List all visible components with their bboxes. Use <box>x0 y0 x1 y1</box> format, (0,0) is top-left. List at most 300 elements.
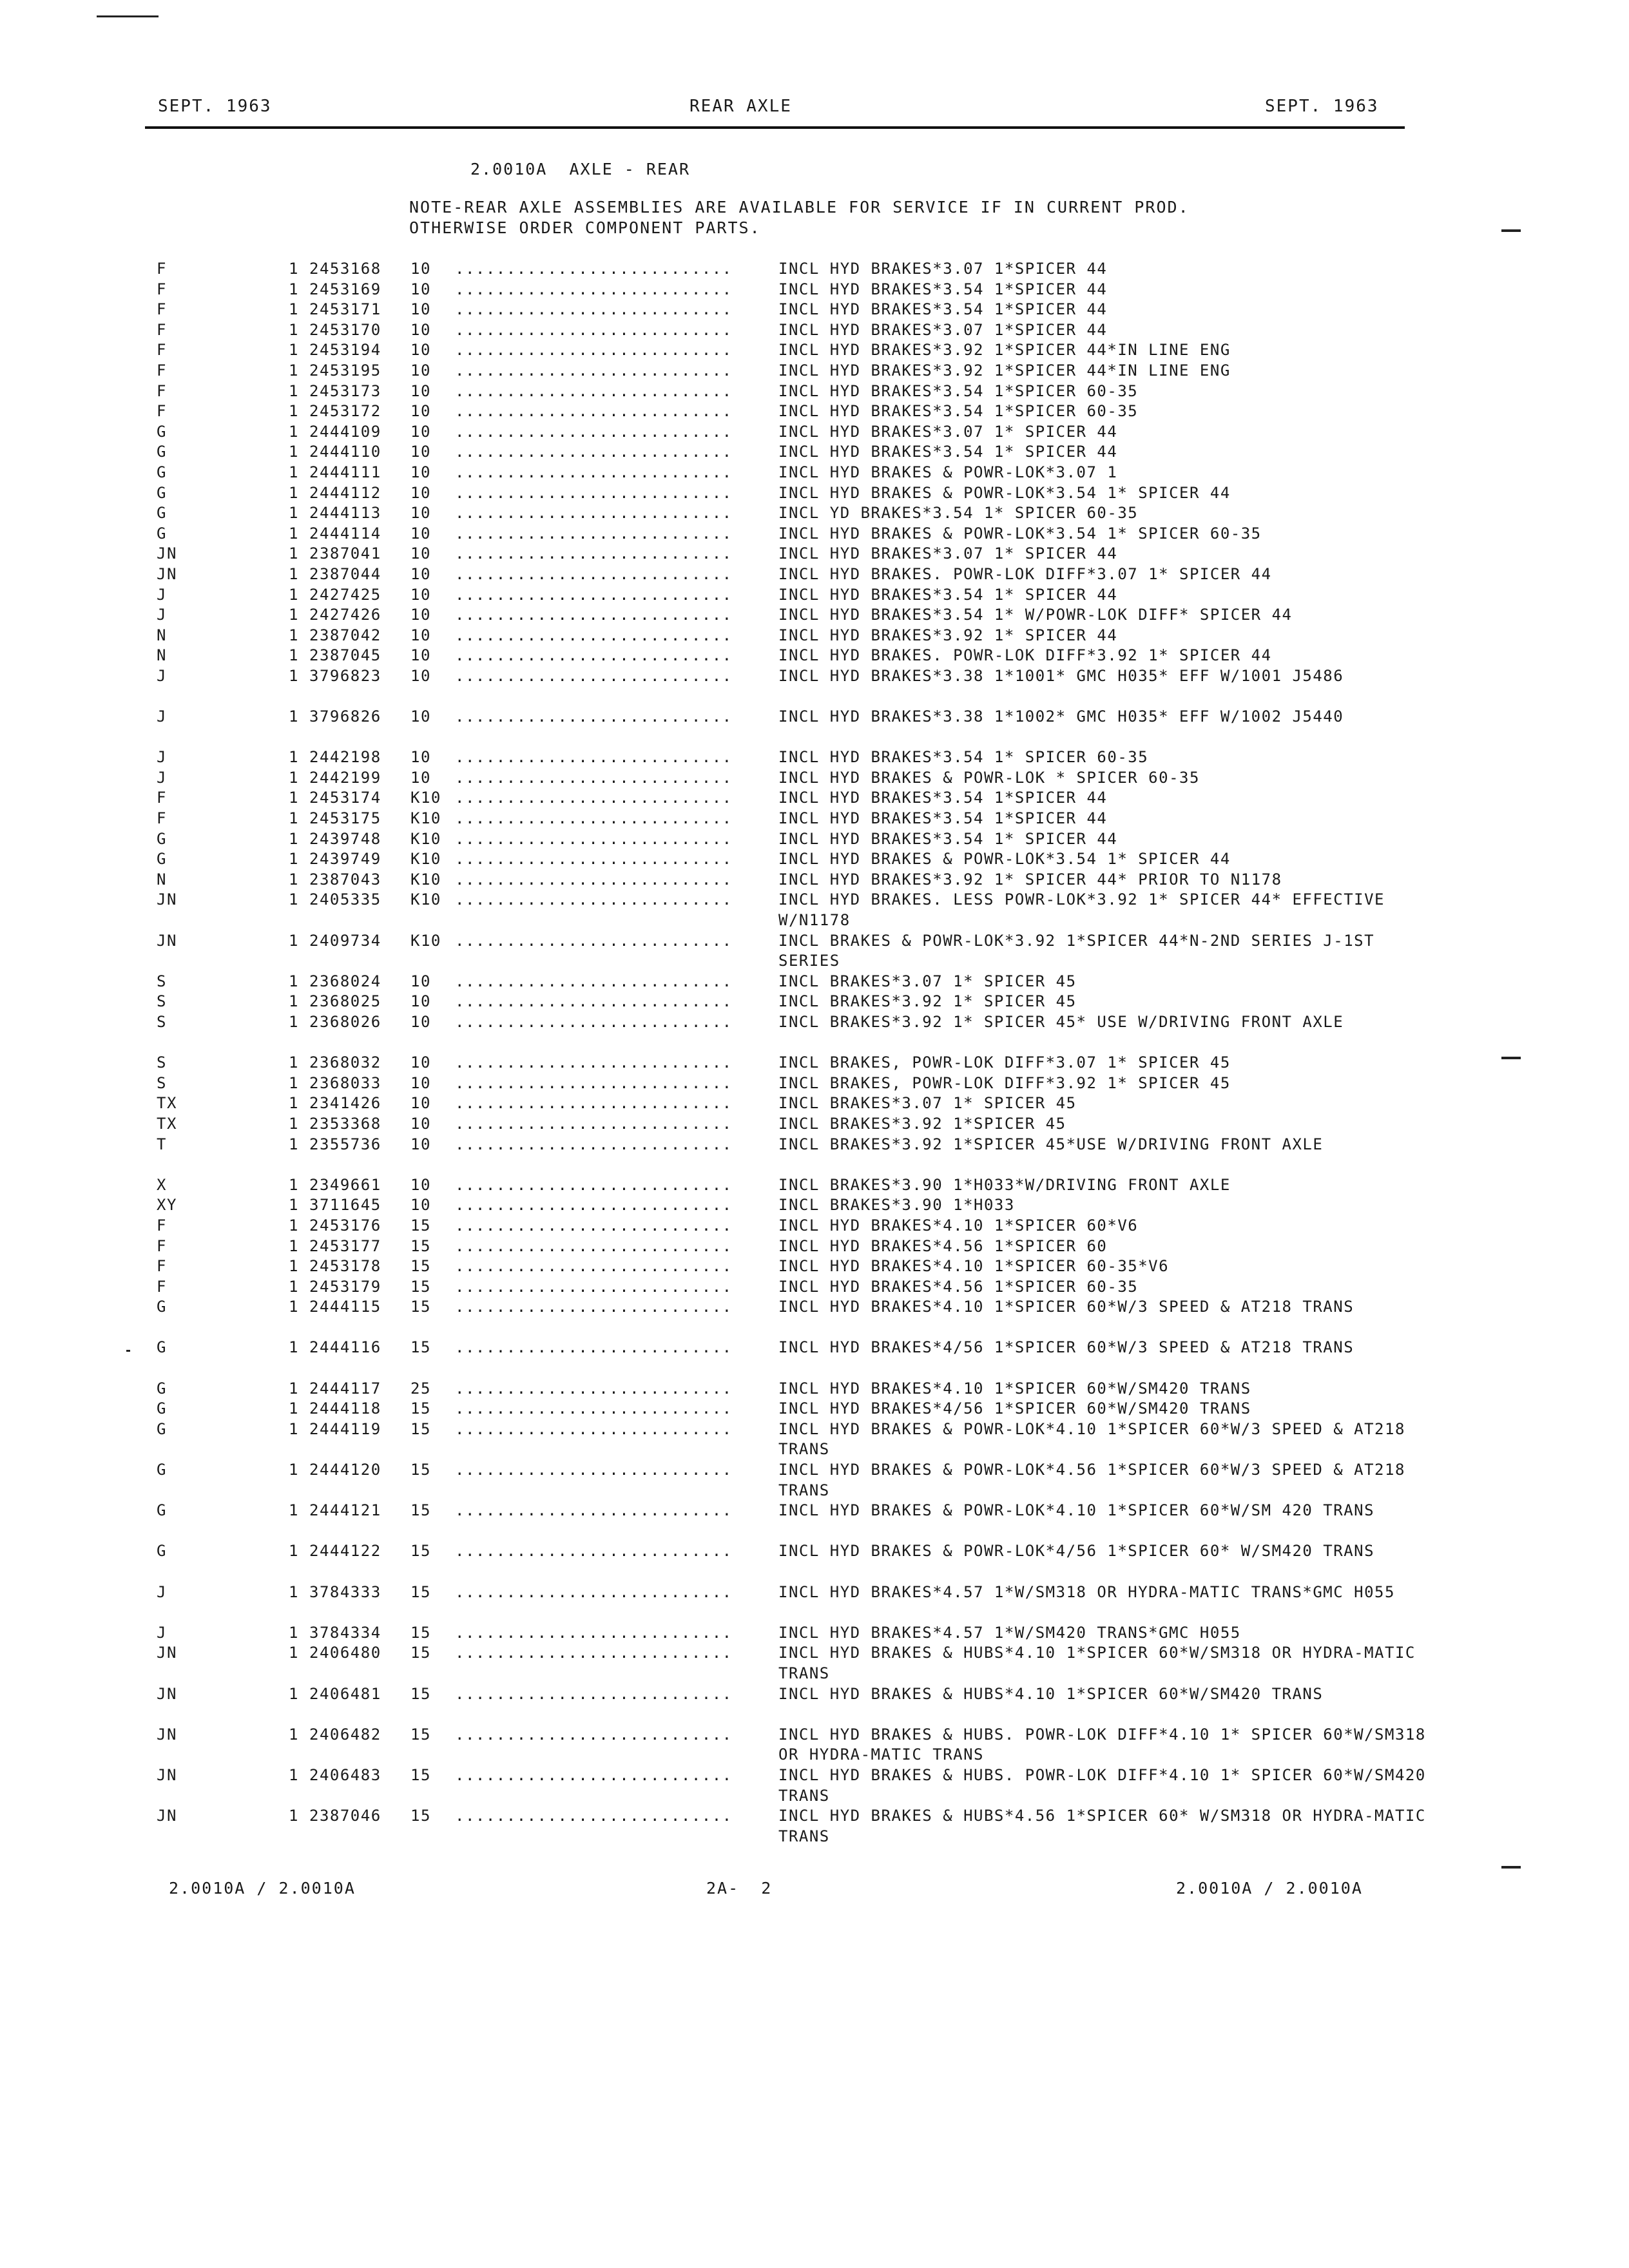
model-code: G <box>157 504 167 523</box>
part-number: 2453173 <box>309 381 381 400</box>
model-code: F <box>157 361 167 380</box>
part-number: 2341426 <box>309 1094 381 1113</box>
group-number: 10 <box>410 626 431 644</box>
table-row <box>0 829 1629 850</box>
group-number: K10 <box>410 789 441 807</box>
table-row <box>0 340 1629 361</box>
description: INCL HYD BRAKES. POWR-LOK DIFF*3.92 1* SPICER 44 <box>778 646 1272 665</box>
table-row <box>0 564 1629 585</box>
section-title: 2.0010A AXLE - REAR <box>470 160 691 178</box>
group-number: 10 <box>410 524 431 543</box>
leader-dots: ........................... <box>455 1582 733 1601</box>
description: INCL HYD BRAKES*3.54 1* SPICER 60-35 <box>778 748 1149 767</box>
table-row <box>0 1460 1629 1501</box>
group-number: 10 <box>410 768 431 787</box>
part-number: 3796826 <box>309 707 381 726</box>
part-number: 2439748 <box>309 829 381 848</box>
model-code: X <box>157 1175 167 1194</box>
quantity: 1 <box>289 402 299 421</box>
leader-dots: ........................... <box>455 768 733 787</box>
model-code: F <box>157 809 167 828</box>
description: INCL BRAKES*3.90 1*H033 <box>778 1196 1015 1215</box>
quantity: 1 <box>289 320 299 339</box>
description: INCL HYD BRAKES*3.54 1*SPICER 60-35 <box>778 381 1139 400</box>
quantity: 1 <box>289 1623 299 1642</box>
quantity: 1 <box>289 1073 299 1092</box>
note-line: NOTE-REAR AXLE ASSEMBLIES ARE AVAILABLE FOR SERVICE IF IN CURRENT PROD. <box>409 198 1190 216</box>
table-row <box>0 809 1629 829</box>
description: INCL BRAKES*3.92 1*SPICER 45*USE W/DRIVING FRONT AXLE <box>778 1135 1324 1153</box>
model-code: G <box>157 1338 167 1357</box>
leader-dots: ........................... <box>455 564 733 583</box>
parts-list <box>0 259 1629 1847</box>
leader-dots: ........................... <box>455 1073 733 1092</box>
description: INCL BRAKES*3.92 1* SPICER 45 <box>778 992 1077 1011</box>
quantity: 1 <box>289 504 299 523</box>
group-number: 10 <box>410 381 431 400</box>
part-number: 2453171 <box>309 300 381 319</box>
description: INCL HYD BRAKES*3.54 1*SPICER 60-35 <box>778 402 1139 421</box>
leader-dots: ........................... <box>455 1175 733 1194</box>
table-row <box>0 463 1629 483</box>
table-row <box>0 544 1629 564</box>
part-number: 2406482 <box>309 1725 381 1744</box>
leader-dots: ........................... <box>455 890 733 909</box>
model-code: J <box>157 707 167 726</box>
leader-dots: ........................... <box>455 748 733 767</box>
part-number: 3796823 <box>309 666 381 685</box>
quantity: 1 <box>289 280 299 298</box>
leader-dots: ........................... <box>455 1807 733 1825</box>
leader-dots: ........................... <box>455 789 733 807</box>
table-row <box>0 707 1629 747</box>
model-code: F <box>157 381 167 400</box>
part-number: 2444119 <box>309 1419 381 1438</box>
description: INCL HYD BRAKES*4.10 1*SPICER 60-35*V6 <box>778 1257 1170 1276</box>
service-note <box>409 197 1190 238</box>
model-code: G <box>157 443 167 461</box>
leader-dots: ........................... <box>455 1419 733 1438</box>
table-row <box>0 1277 1629 1298</box>
description: INCL HYD BRAKES*3.54 1* SPICER 44 <box>778 585 1118 604</box>
quantity: 1 <box>289 300 299 319</box>
leader-dots: ........................... <box>455 707 733 726</box>
group-number: 15 <box>410 1542 431 1561</box>
leader-dots: ........................... <box>455 422 733 441</box>
group-number: 15 <box>410 1582 431 1601</box>
part-number: 2405335 <box>309 890 381 909</box>
quantity: 1 <box>289 1684 299 1703</box>
description: INCL HYD BRAKES*3.07 1*SPICER 44 <box>778 320 1108 339</box>
note-line: OTHERWISE ORDER COMPONENT PARTS. <box>409 218 761 237</box>
quantity: 1 <box>289 972 299 990</box>
part-number: 2387042 <box>309 626 381 644</box>
table-row <box>0 300 1629 320</box>
description: INCL HYD BRAKES*3.92 1*SPICER 44*IN LINE ENG <box>778 361 1231 380</box>
part-number: 2368032 <box>309 1053 381 1072</box>
part-number: 2444111 <box>309 463 381 481</box>
description: INCL HYD BRAKES & HUBS. POWR-LOK DIFF*4.10 1* SPICER 60*W/SM318 OR HYDRA-MATIC TRANS <box>778 1725 1426 1764</box>
leader-dots: ........................... <box>455 443 733 461</box>
table-row <box>0 747 1629 768</box>
group-number: 10 <box>410 585 431 604</box>
header-rule <box>145 126 1405 129</box>
part-number: 2355736 <box>309 1135 381 1153</box>
leader-dots: ........................... <box>455 1623 733 1642</box>
description: INCL BRAKES*3.07 1* SPICER 45 <box>778 972 1077 990</box>
table-row <box>0 605 1629 626</box>
leader-dots: ........................... <box>455 1725 733 1744</box>
model-code: JN <box>157 1807 177 1825</box>
leader-dots: ........................... <box>455 1298 733 1316</box>
description: INCL HYD BRAKES*3.92 1*SPICER 44*IN LINE ENG <box>778 341 1231 360</box>
leader-dots: ........................... <box>455 850 733 869</box>
model-code: N <box>157 646 167 665</box>
leader-dots: ........................... <box>455 463 733 481</box>
model-code: S <box>157 1012 167 1031</box>
group-number: 15 <box>410 1765 431 1784</box>
quantity: 1 <box>289 1257 299 1276</box>
table-row <box>0 1419 1629 1460</box>
description: INCL BRAKES*3.07 1* SPICER 45 <box>778 1094 1077 1113</box>
model-code: G <box>157 422 167 441</box>
description: INCL HYD BRAKES*4.10 1*SPICER 60*V6 <box>778 1216 1139 1235</box>
leader-dots: ........................... <box>455 1094 733 1113</box>
description: INCL HYD BRAKES*4.57 1*W/SM420 TRANS*GMC H055 <box>778 1623 1241 1642</box>
quantity: 1 <box>289 646 299 665</box>
table-row <box>0 972 1629 992</box>
model-code: F <box>157 300 167 319</box>
part-number: 2453175 <box>309 809 381 828</box>
model-code: G <box>157 1298 167 1316</box>
scan-mark-right-3 <box>1501 1866 1521 1869</box>
quantity: 1 <box>289 483 299 502</box>
leader-dots: ........................... <box>455 361 733 380</box>
part-number: 2427425 <box>309 585 381 604</box>
table-row <box>0 788 1629 809</box>
description: INCL HYD BRAKES & HUBS*4.56 1*SPICER 60* W/SM318 OR HYDRA-MATIC TRANS <box>778 1807 1426 1845</box>
part-number: 2387045 <box>309 646 381 665</box>
description: INCL HYD BRAKES & POWR-LOK*4.10 1*SPICER 60*W/3 SPEED & AT218 TRANS <box>778 1419 1405 1459</box>
part-number: 2439749 <box>309 850 381 869</box>
description: INCL HYD BRAKES*3.38 1*1002* GMC H035* EFF W/1002 J5440 <box>778 707 1344 726</box>
part-number: 2453194 <box>309 341 381 360</box>
model-code: G <box>157 829 167 848</box>
table-row <box>0 646 1629 666</box>
group-number: 10 <box>410 402 431 421</box>
group-number: 15 <box>410 1298 431 1316</box>
description: INCL HYD BRAKES*3.54 1*SPICER 44 <box>778 280 1108 298</box>
table-row <box>0 1765 1629 1806</box>
table-row <box>0 259 1629 280</box>
leader-dots: ........................... <box>455 1461 733 1479</box>
model-code: G <box>157 1379 167 1398</box>
description: INCL HYD BRAKES*4.10 1*SPICER 60*W/SM420 TRANS <box>778 1379 1251 1398</box>
table-row <box>0 442 1629 463</box>
leader-dots: ........................... <box>455 1216 733 1235</box>
part-number: 2368025 <box>309 992 381 1011</box>
group-number: 10 <box>410 1114 431 1133</box>
table-row <box>0 1114 1629 1135</box>
group-number: 10 <box>410 1196 431 1215</box>
header-right: SEPT. 1963 <box>1265 97 1379 116</box>
model-code: F <box>157 789 167 807</box>
group-number: 15 <box>410 1461 431 1479</box>
group-number: K10 <box>410 870 441 889</box>
group-number: 10 <box>410 443 431 461</box>
group-number: 10 <box>410 361 431 380</box>
table-row <box>0 361 1629 381</box>
table-row <box>0 1093 1629 1114</box>
part-number: 2444120 <box>309 1461 381 1479</box>
table-row <box>0 1623 1629 1644</box>
leader-dots: ........................... <box>455 1135 733 1153</box>
group-number: 10 <box>410 483 431 502</box>
leader-dots: ........................... <box>455 809 733 828</box>
description: INCL BRAKES, POWR-LOK DIFF*3.07 1* SPICER 45 <box>778 1053 1231 1072</box>
model-code: J <box>157 768 167 787</box>
quantity: 1 <box>289 1338 299 1357</box>
group-number: 15 <box>410 1419 431 1438</box>
quantity: 1 <box>289 381 299 400</box>
table-row <box>0 931 1629 972</box>
group-number: 15 <box>410 1725 431 1744</box>
leader-dots: ........................... <box>455 280 733 298</box>
part-number: 2387046 <box>309 1807 381 1825</box>
table-row <box>0 585 1629 606</box>
group-number: 10 <box>410 544 431 563</box>
footer-left: 2.0010A / 2.0010A <box>169 1879 356 1898</box>
quantity: 1 <box>289 1582 299 1601</box>
leader-dots: ........................... <box>455 1196 733 1215</box>
table-row <box>0 1073 1629 1094</box>
description: INCL HYD BRAKES & POWR-LOK*3.54 1* SPICER 44 <box>778 483 1231 502</box>
leader-dots: ........................... <box>455 1236 733 1255</box>
model-code: G <box>157 850 167 869</box>
table-row <box>0 1684 1629 1725</box>
leader-dots: ........................... <box>455 870 733 889</box>
leader-dots: ........................... <box>455 544 733 563</box>
leader-dots: ........................... <box>455 483 733 502</box>
description: INCL YD BRAKES*3.54 1* SPICER 60-35 <box>778 504 1139 523</box>
table-row <box>0 1053 1629 1073</box>
part-number: 2453174 <box>309 789 381 807</box>
part-number: 2453176 <box>309 1216 381 1235</box>
leader-dots: ........................... <box>455 829 733 848</box>
description: INCL HYD BRAKES*3.38 1*1001* GMC H035* EFF W/1001 J5486 <box>778 666 1344 685</box>
quantity: 1 <box>289 1379 299 1398</box>
quantity: 1 <box>289 1461 299 1479</box>
leader-dots: ........................... <box>455 504 733 523</box>
table-row <box>0 503 1629 524</box>
group-number: 10 <box>410 1135 431 1153</box>
group-number: 10 <box>410 1053 431 1072</box>
part-number: 2453169 <box>309 280 381 298</box>
part-number: 2453172 <box>309 402 381 421</box>
part-number: 2406481 <box>309 1684 381 1703</box>
part-number: 2409734 <box>309 931 381 950</box>
leader-dots: ........................... <box>455 1277 733 1296</box>
leader-dots: ........................... <box>455 1765 733 1784</box>
description: INCL HYD BRAKES & HUBS*4.10 1*SPICER 60*W/SM318 OR HYDRA-MATIC TRANS <box>778 1644 1416 1682</box>
leader-dots: ........................... <box>455 524 733 543</box>
leader-dots: ........................... <box>455 1379 733 1398</box>
leader-dots: ........................... <box>455 606 733 624</box>
table-row <box>0 320 1629 341</box>
table-row <box>0 666 1629 707</box>
quantity: 1 <box>289 789 299 807</box>
part-number: 2349661 <box>309 1175 381 1194</box>
description: INCL HYD BRAKES & POWR-LOK*4.56 1*SPICER 60*W/3 SPEED & AT218 TRANS <box>778 1461 1405 1499</box>
leader-dots: ........................... <box>455 1053 733 1072</box>
footer-right: 2.0010A / 2.0010A <box>1176 1879 1363 1898</box>
model-code: F <box>157 1216 167 1235</box>
group-number: K10 <box>410 850 441 869</box>
quantity: 1 <box>289 992 299 1011</box>
group-number: 10 <box>410 260 431 278</box>
quantity: 1 <box>289 768 299 787</box>
part-number: 2387043 <box>309 870 381 889</box>
model-code: J <box>157 666 167 685</box>
scan-mark-top-left <box>97 15 159 17</box>
leader-dots: ........................... <box>455 1257 733 1276</box>
description: INCL HYD BRAKES & HUBS. POWR-LOK DIFF*4.10 1* SPICER 60*W/SM420 TRANS <box>778 1765 1426 1805</box>
table-row <box>0 890 1629 930</box>
leader-dots: ........................... <box>455 1338 733 1357</box>
footer-page-number: 2A- 2 <box>706 1879 773 1898</box>
model-code: G <box>157 1399 167 1418</box>
table-row <box>0 1541 1629 1582</box>
group-number: K10 <box>410 809 441 828</box>
quantity: 1 <box>289 1135 299 1153</box>
part-number: 2442198 <box>309 748 381 767</box>
table-row <box>0 1175 1629 1196</box>
quantity: 1 <box>289 524 299 543</box>
group-number: 10 <box>410 666 431 685</box>
quantity: 1 <box>289 707 299 726</box>
quantity: 1 <box>289 1542 299 1561</box>
model-code: XY <box>157 1196 177 1215</box>
leader-dots: ........................... <box>455 1542 733 1561</box>
quantity: 1 <box>289 1236 299 1255</box>
quantity: 1 <box>289 1094 299 1113</box>
description: INCL HYD BRAKES. LESS POWR-LOK*3.92 1* SPICER 44* EFFECTIVE W/N1178 <box>778 890 1385 929</box>
quantity: 1 <box>289 870 299 889</box>
group-number: 10 <box>410 707 431 726</box>
part-number: 2453178 <box>309 1257 381 1276</box>
description: INCL HYD BRAKES & POWR-LOK*4.10 1*SPICER 60*W/SM 420 TRANS <box>778 1501 1375 1520</box>
part-number: 2453177 <box>309 1236 381 1255</box>
group-number: 15 <box>410 1399 431 1418</box>
description: INCL HYD BRAKES. POWR-LOK DIFF*3.07 1* SPICER 44 <box>778 564 1272 583</box>
model-code: G <box>157 1542 167 1561</box>
group-number: 15 <box>410 1501 431 1520</box>
model-code: JN <box>157 1725 177 1744</box>
description: INCL HYD BRAKES*4/56 1*SPICER 60*W/3 SPEED & AT218 TRANS <box>778 1338 1354 1357</box>
leader-dots: ........................... <box>455 646 733 665</box>
table-row <box>0 280 1629 300</box>
model-code: JN <box>157 564 177 583</box>
part-number: 2387044 <box>309 564 381 583</box>
group-number: 15 <box>410 1684 431 1703</box>
model-code: JN <box>157 1684 177 1703</box>
description: INCL HYD BRAKES*3.54 1*SPICER 44 <box>778 789 1108 807</box>
group-number: K10 <box>410 931 441 950</box>
table-row <box>0 1501 1629 1541</box>
part-number: 2406480 <box>309 1644 381 1662</box>
quantity: 1 <box>289 361 299 380</box>
part-number: 2444115 <box>309 1298 381 1316</box>
part-number: 2368033 <box>309 1073 381 1092</box>
group-number: 10 <box>410 300 431 319</box>
table-row <box>0 1256 1629 1277</box>
leader-dots: ........................... <box>455 972 733 990</box>
leader-dots: ........................... <box>455 666 733 685</box>
quantity: 1 <box>289 1765 299 1784</box>
group-number: 10 <box>410 564 431 583</box>
part-number: 2368024 <box>309 972 381 990</box>
quantity: 1 <box>289 341 299 360</box>
leader-dots: ........................... <box>455 402 733 421</box>
model-code: JN <box>157 931 177 950</box>
part-number: 2444122 <box>309 1542 381 1561</box>
model-code: JN <box>157 1765 177 1784</box>
table-row <box>0 1399 1629 1419</box>
model-code: S <box>157 1073 167 1092</box>
model-code: G <box>157 524 167 543</box>
description: INCL HYD BRAKES*3.07 1* SPICER 44 <box>778 422 1118 441</box>
model-code: G <box>157 1419 167 1438</box>
model-code: TX <box>157 1114 177 1133</box>
group-number: 10 <box>410 1175 431 1194</box>
quantity: 1 <box>289 1012 299 1031</box>
quantity: 1 <box>289 829 299 848</box>
description: INCL HYD BRAKES*3.07 1*SPICER 44 <box>778 260 1108 278</box>
model-code: F <box>157 320 167 339</box>
model-code: J <box>157 1582 167 1601</box>
quantity: 1 <box>289 626 299 644</box>
table-row <box>0 524 1629 544</box>
group-number: 10 <box>410 606 431 624</box>
leader-dots: ........................... <box>455 1684 733 1703</box>
model-code: TX <box>157 1094 177 1113</box>
group-number: 15 <box>410 1277 431 1296</box>
table-row <box>0 1195 1629 1216</box>
description: INCL HYD BRAKES & POWR-LOK*3.07 1 <box>778 463 1118 481</box>
model-code: T <box>157 1135 167 1153</box>
quantity: 1 <box>289 850 299 869</box>
leader-dots: ........................... <box>455 260 733 278</box>
table-row <box>0 422 1629 443</box>
part-number: 2444112 <box>309 483 381 502</box>
leader-dots: ........................... <box>455 931 733 950</box>
quantity: 1 <box>289 1399 299 1418</box>
group-number: 10 <box>410 463 431 481</box>
quantity: 1 <box>289 443 299 461</box>
quantity: 1 <box>289 1175 299 1194</box>
part-number: 2444110 <box>309 443 381 461</box>
table-row <box>0 381 1629 402</box>
model-code: S <box>157 1053 167 1072</box>
group-number: 10 <box>410 1073 431 1092</box>
group-number: 15 <box>410 1216 431 1235</box>
table-row <box>0 401 1629 422</box>
part-number: 2444114 <box>309 524 381 543</box>
table-row <box>0 1012 1629 1053</box>
quantity: 1 <box>289 1216 299 1235</box>
quantity: 1 <box>289 748 299 767</box>
leader-dots: ........................... <box>455 1114 733 1133</box>
